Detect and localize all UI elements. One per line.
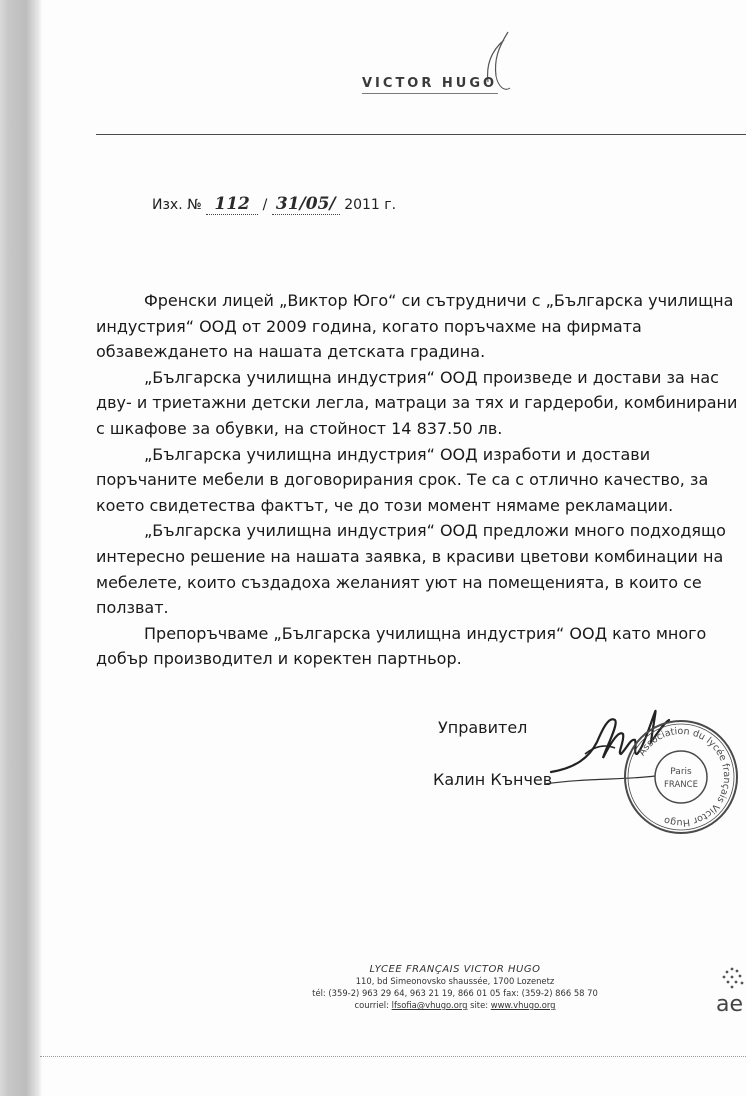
stamp-city: Paris — [670, 767, 692, 777]
reference-year: 2011 г. — [344, 197, 397, 213]
bottom-edge — [40, 1056, 746, 1057]
email-label: courriel: — [354, 1000, 389, 1010]
letterhead-footer — [280, 964, 630, 1011]
body-line: с шкафове за обувки, на стойност 14 837.50 лв. — [96, 418, 503, 438]
logo-text: VICTOR HUGO — [362, 76, 498, 91]
signatory-title: Управител — [438, 718, 528, 737]
body-line: поръчаните мебели в договорирания срок. Те са с отлично качество, за — [96, 470, 709, 490]
paragraph — [96, 288, 746, 365]
quill-icon — [358, 30, 518, 102]
body-line: дву- и триетажни детски легла, матраци за тях и гардероби, комбинирани — [96, 393, 738, 413]
body-line: обзавеждането на нашата детската градина. — [96, 342, 486, 362]
stamp-country: FRANCE — [664, 780, 698, 790]
body-line: което свидетества фактът, че до този момент нямаме рекламации. — [96, 495, 674, 515]
email-link[interactable]: lfsofia@vhugo.org — [391, 1000, 468, 1010]
signatory-name: Калин Кънчев — [433, 770, 553, 789]
body-line: индустрия“ ООД от 2009 година, когато поръчахме на фирмата — [96, 316, 642, 336]
body-line: добър производител и коректен партньор. — [96, 649, 462, 669]
reference-date-field — [272, 194, 340, 215]
website-link[interactable]: www.vhugo.org — [490, 1000, 556, 1010]
reference-number: 112 — [214, 194, 250, 214]
body-line: Препоръчваме „Българска училищна индустрия“ ООД като много — [144, 623, 707, 643]
body-line: „Българска училищна индустрия“ ООД произведе и достави за нас — [144, 367, 719, 387]
scan-shadow — [0, 0, 42, 1096]
paragraph — [96, 518, 746, 620]
reference-prefix: Изх. № — [152, 197, 202, 213]
reference-date: 31/05/ — [275, 194, 336, 214]
body-line: „Българска училищна индустрия“ ООД изработи и достави — [144, 444, 651, 464]
letter-body — [96, 288, 746, 672]
body-line: Френски лицей „Виктор Юго“ си сътрудничи с „Българска училищна — [144, 291, 734, 310]
stamp-ring-text: Association du lycée français Victor Hugo — [636, 725, 733, 829]
footer-address: 110, bd Simeonovsko shaussée, 1700 Lozenetz — [355, 976, 555, 986]
reference-line — [152, 194, 396, 215]
partner-logo-dots-icon — [720, 966, 746, 990]
footer-contacts — [280, 999, 630, 1011]
school-logo — [358, 30, 518, 102]
partner-logo: ae — [716, 992, 744, 1017]
round-stamp — [622, 718, 740, 836]
header-divider — [96, 134, 746, 135]
body-line: интересно решение на нашата заявка, в красиви цветови комбинации на — [96, 546, 724, 566]
body-line: ползват. — [96, 598, 169, 618]
logo-underline — [362, 93, 498, 94]
footer-school-name: LYCEE FRANÇAIS VICTOR HUGO — [369, 964, 541, 975]
footer-phones: tél: (359-2) 963 29 64, 963 21 19, 866 01 05 fax: (359-2) 866 58 70 — [312, 988, 598, 998]
paragraph — [96, 442, 746, 519]
body-line: мебелете, които създадоха желаният уют на помещенията, в които се — [96, 572, 702, 592]
site-label: site: — [470, 1000, 489, 1010]
body-line: „Българска училищна индустрия“ ООД предложи много подходящо — [144, 521, 726, 541]
paragraph — [96, 621, 746, 672]
reference-number-field — [206, 194, 258, 215]
svg-text:Association du lycée français — [637, 726, 733, 828]
paragraph — [96, 365, 746, 442]
reference-separator: / — [262, 197, 268, 213]
